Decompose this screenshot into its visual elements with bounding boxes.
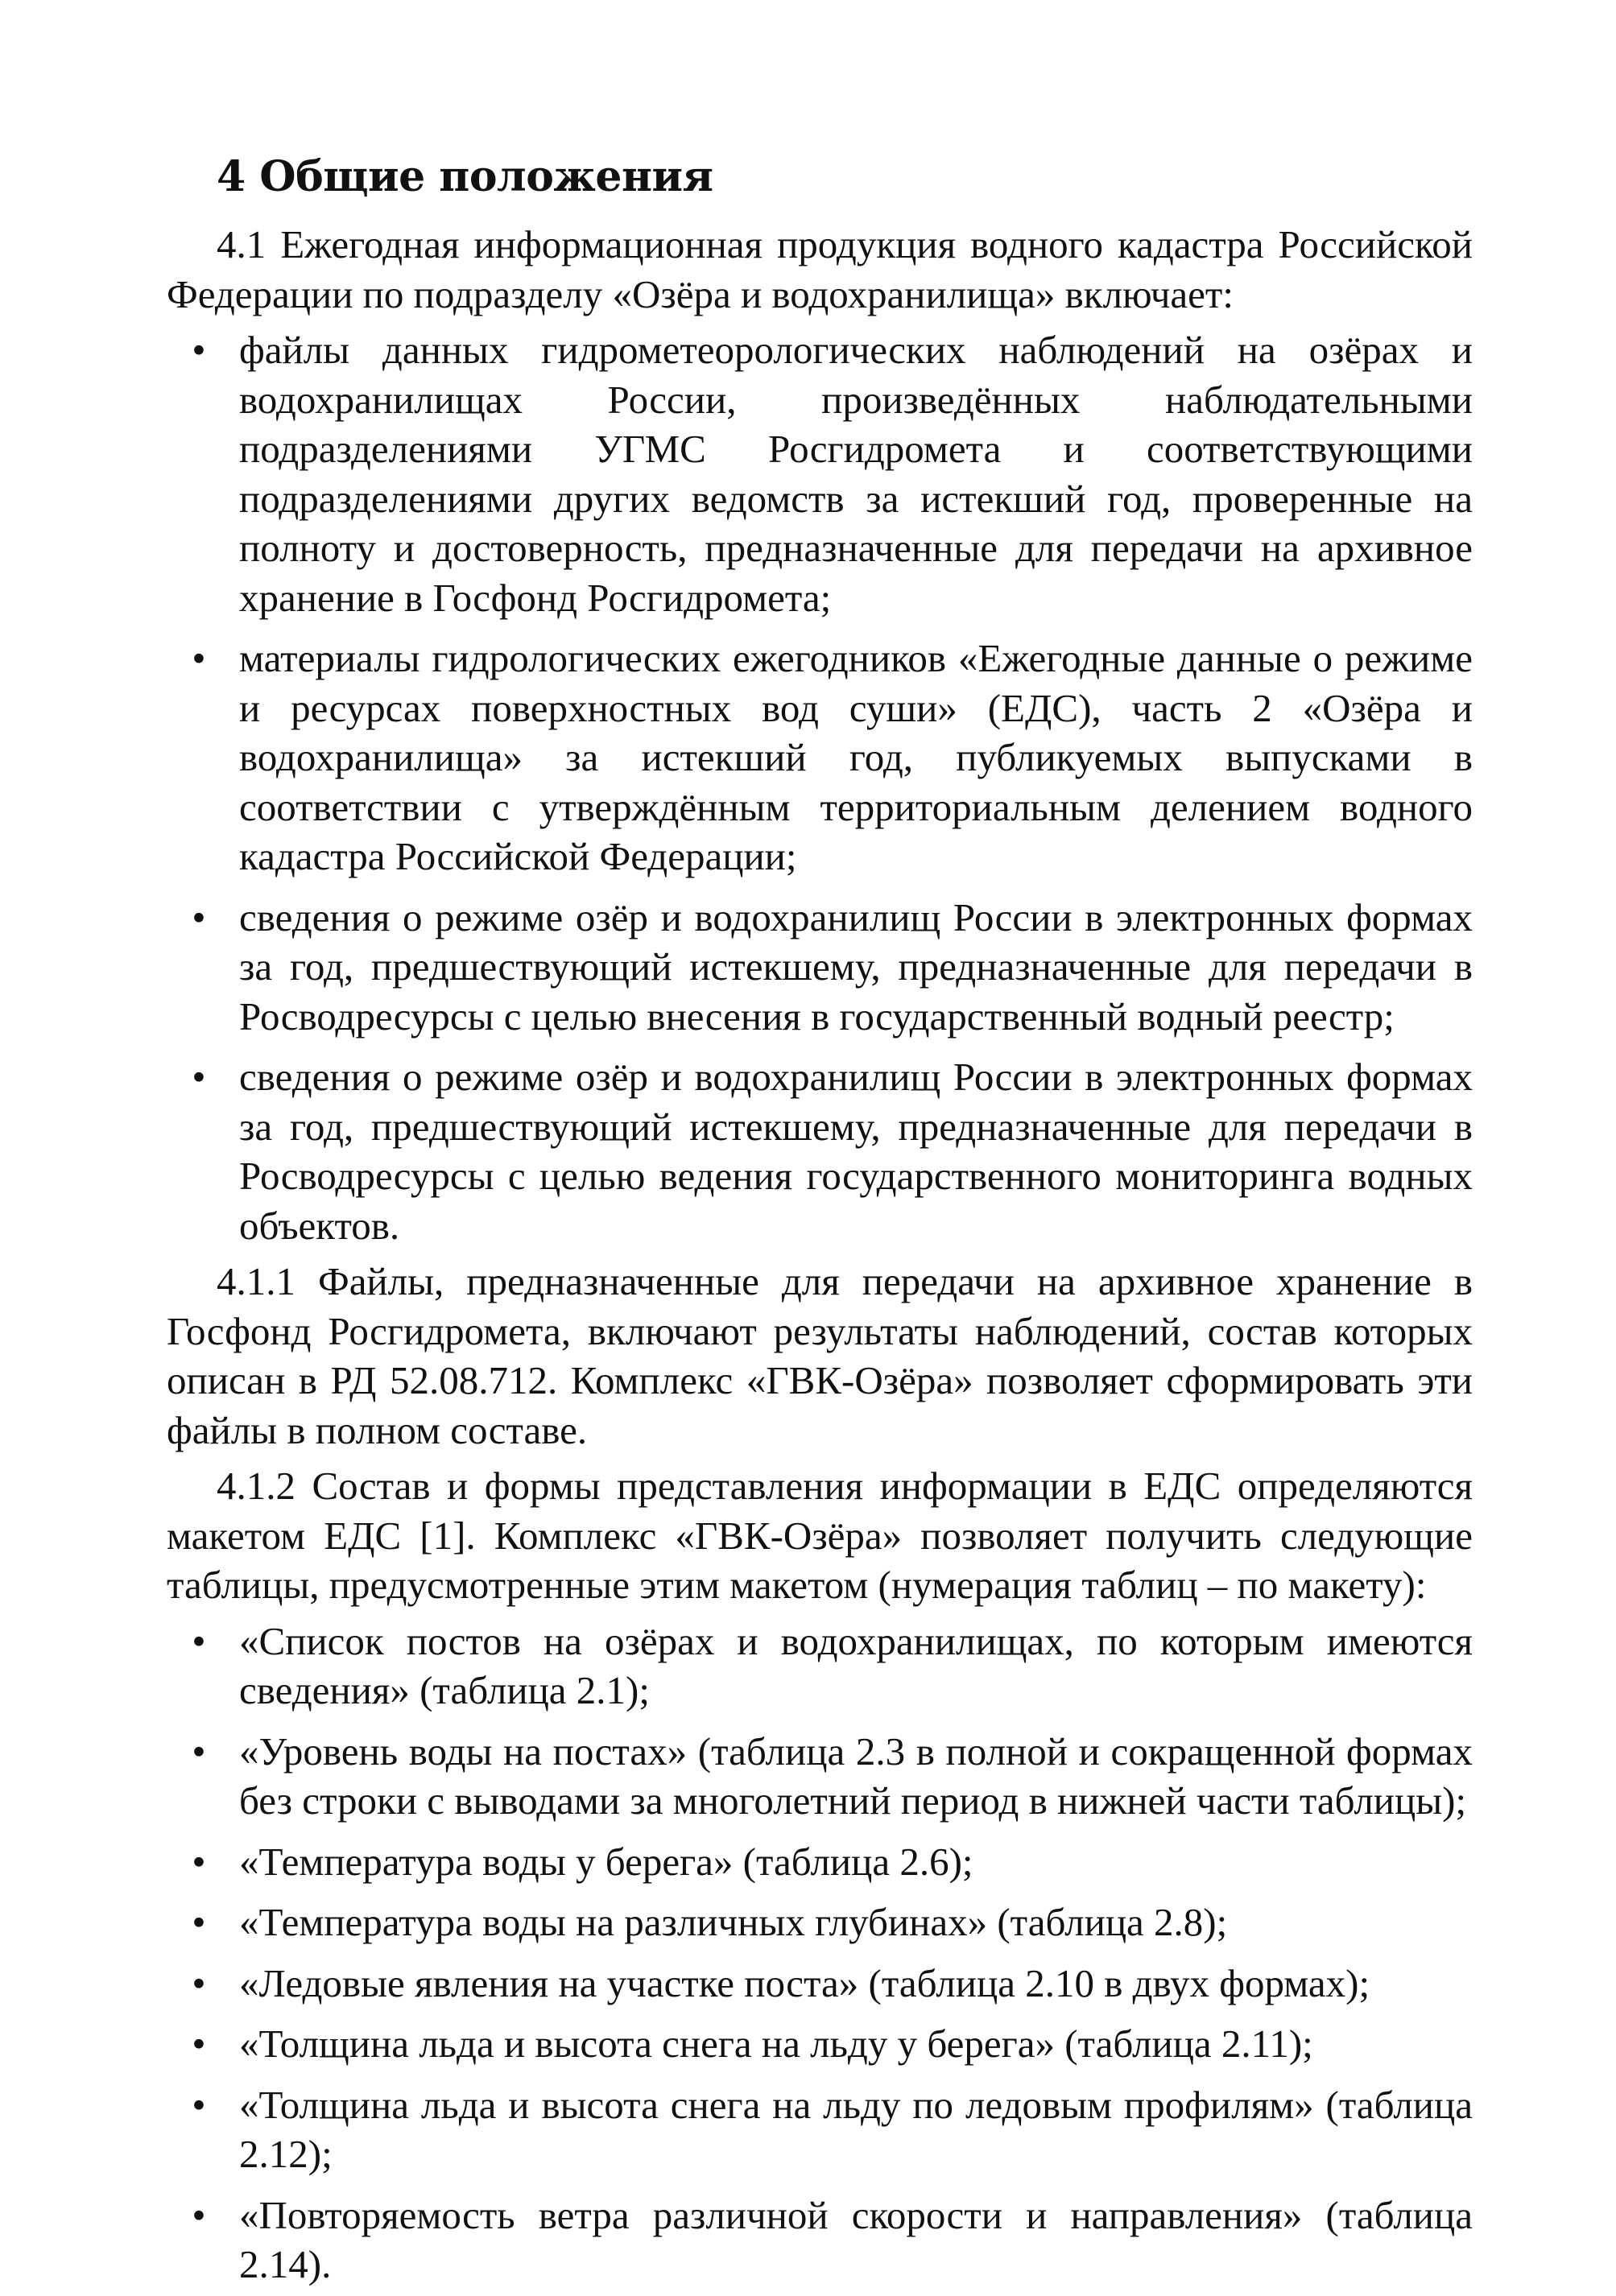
bullet-icon: •	[192, 2021, 206, 2066]
bullet-icon: •	[192, 1055, 206, 1099]
bullet-icon: •	[192, 1618, 206, 1663]
list-item-text: «Ледовые явления на участке поста» (таблица 2.10 в двух формах);	[239, 1960, 1370, 2005]
list-item-text: файлы данных гидрометеорологических наблюдений на озёрах и водохранилищах России, произведённых наблюдательными подразделениями УГМС Росгидромета и соответствующими подразделениями других ведомств за истекший год, проверенные на полноту и достоверность, предназначенные для передачи на архивное хранение в Госфонд Росгидромета;	[239, 328, 1473, 620]
list-item-text: «Толщина льда и высота снега на льду по ледовым профилям» (таблица 2.12);	[239, 2082, 1473, 2176]
paragraph-4-1-1: 4.1.1 Файлы, предназначенные для передачи на архивное хранение в Госфонд Росгидромета, включают результаты наблюдений, состав которых описан в РД 52.08.712. Комплекс «ГВК-Озёра» позволяет сформировать эти файлы в полном составе.	[167, 1259, 1473, 1452]
list-item	[167, 1959, 1473, 2009]
paragraph-4-1: 4.1 Ежегодная информационная продукция водного кадастра Российской Федерации по подразделу «Озёра и водохранилища» включает:	[167, 222, 1473, 316]
list-item-text: «Температура воды на различных глубинах» (таблица 2.8);	[239, 1900, 1228, 1944]
list-item-text: «Список постов на озёрах и водохранилищах, по которым имеются сведения» (таблица 2.1);	[239, 1618, 1473, 1712]
list-item	[167, 2019, 1473, 2069]
list-item	[167, 1052, 1473, 1250]
bullet-icon: •	[192, 328, 206, 372]
list-item	[167, 1837, 1473, 1887]
bullet-icon: •	[192, 2082, 206, 2127]
list-item	[167, 1898, 1473, 1947]
list-item	[167, 2080, 1473, 2179]
bullet-icon: •	[192, 636, 206, 680]
list-item	[167, 2191, 1473, 2290]
list-item	[167, 893, 1473, 1042]
document-page	[167, 149, 1473, 2296]
bullet-icon: •	[192, 1839, 206, 1884]
list-item-text: «Толщина льда и высота снега на льду у берега» (таблица 2.11);	[239, 2021, 1313, 2066]
section-heading: 4 Общие положения	[217, 152, 713, 201]
list-item-text: «Температура воды у берега» (таблица 2.6);	[239, 1839, 973, 1884]
list-item-text: сведения о режиме озёр и водохранилищ России в электронных формах за год, предшествующий истекшему, предназначенные для передачи в Росводресурсы с целью внесения в государственный водный реестр;	[239, 894, 1473, 1039]
list-item	[167, 1727, 1473, 1826]
bullet-icon: •	[192, 1960, 206, 2005]
bullet-icon: •	[192, 2192, 206, 2237]
list-item-text: материалы гидрологических ежегодников «Ежегодные данные о режиме и ресурсах поверхностных вод суши» (ЕДС), часть 2 «Озёра и водохранилища» за истекший год, публикуемых выпусками в соответствии с утверждённым территориальным делением водного кадастра Российской Федерации;	[239, 636, 1473, 878]
list-item-text: сведения о режиме озёр и водохранилищ России в электронных формах за год, предшествующий истекшему, предназначенные для передачи в Росводресурсы с целью ведения государственного мониторинга водных объектов.	[239, 1055, 1473, 1248]
list-item-text: «Уровень воды на постах» (таблица 2.3 в полной и сокращенной формах без строки с выводами за многолетний период в нижней части таблицы);	[239, 1728, 1473, 1823]
list-item	[167, 634, 1473, 882]
tables-list	[167, 1617, 1473, 2290]
product-list	[167, 325, 1473, 1250]
list-item	[167, 325, 1473, 622]
list-item	[167, 1617, 1473, 1716]
list-item-text: «Повторяемость ветра различной скорости и направления» (таблица 2.14).	[239, 2192, 1473, 2286]
bullet-icon: •	[192, 894, 206, 939]
bullet-icon: •	[192, 1900, 206, 1944]
paragraph-4-1-2: 4.1.2 Состав и формы представления информации в ЕДС определяются макетом ЕДС [1]. Комплекс «ГВК-Озёра» позволяет получить следующие таблицы, предусмотренные этим макетом (нумерация таблиц – по макету):	[167, 1464, 1473, 1607]
bullet-icon: •	[192, 1728, 206, 1774]
